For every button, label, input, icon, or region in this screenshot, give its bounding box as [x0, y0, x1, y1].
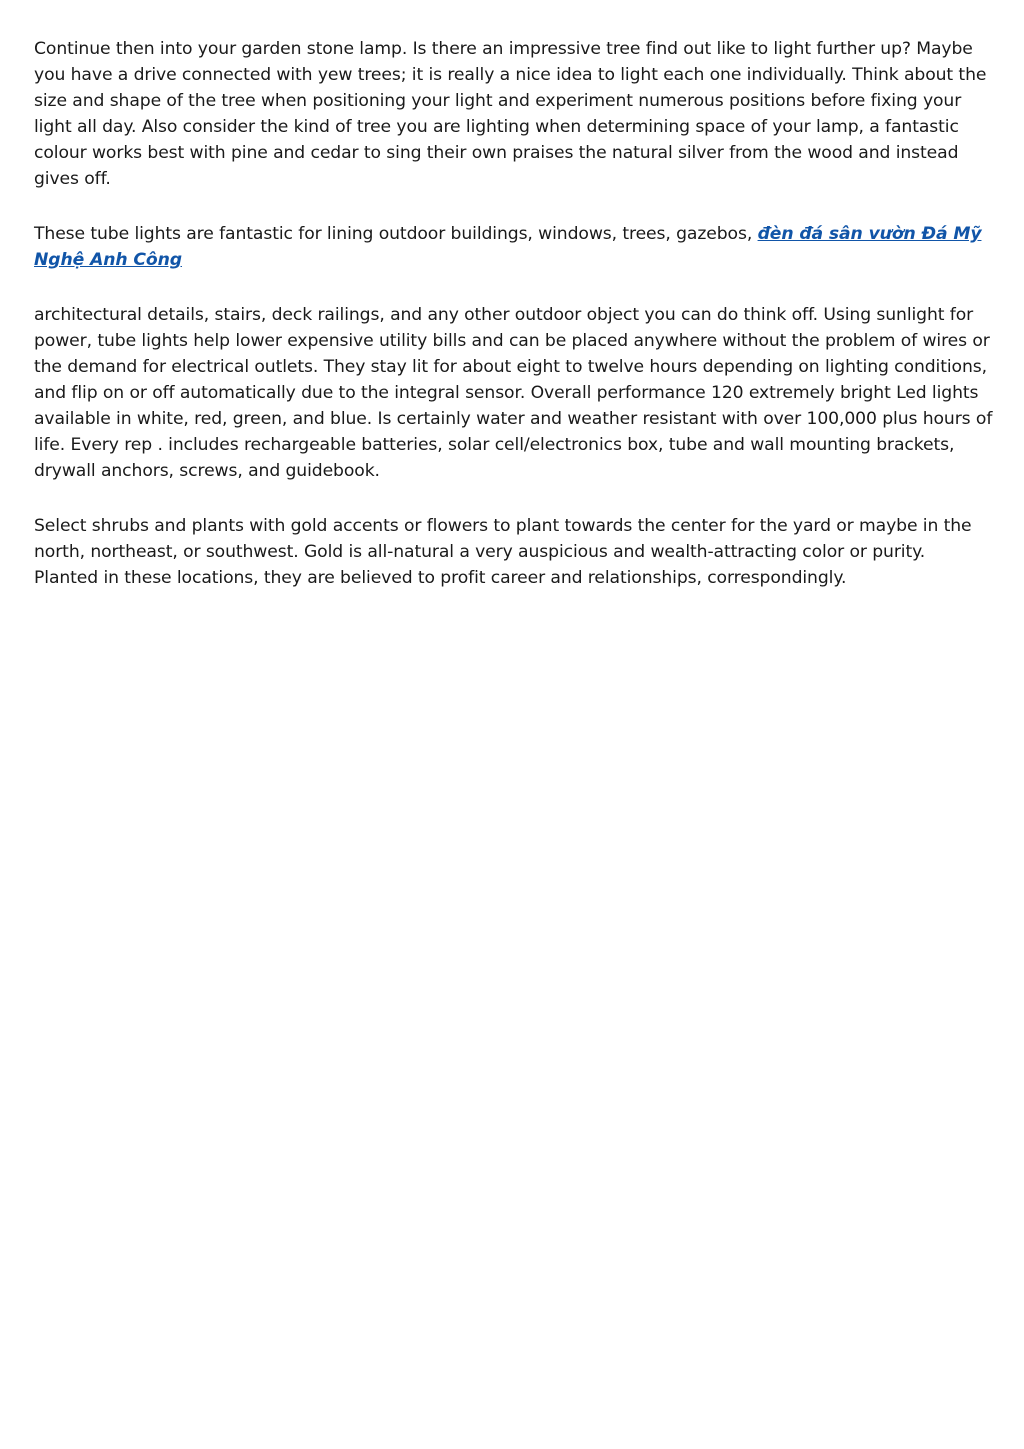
paragraph-garden-stone-lamp: Continue then into your garden stone lamp. Is there an impressive tree find out like to light further up? Maybe you have a drive connected with yew trees; it is really a nice idea to light each one individually. Think about the size and shape of the tree when positioning your light and experiment numerous positions before fixing your light all day. Also consider the kind of tree you are lighting when determining space of your lamp, a fantastic colour works best with pine and cedar to sing their own praises the natural silver from the wood and instead gives off. — [34, 39, 987, 189]
garden-lamp-link[interactable]: đèn đá sân vườn Đá Mỹ Nghệ Anh Công — [34, 224, 982, 270]
paragraph-architectural-details: architectural details, stairs, deck railings, and any other outdoor object you can do think off. Using sunlight for power, tube lights help lower expensive utility bills and can be placed anywhere without the problem of wires or the demand for electrical outlets. They stay lit for about eight to twelve hours depending on lighting conditions, and flip on or off automatically due to the integral sensor. Overall performance 120 extremely bright Led lights available in white, red, green, and blue. Is certainly water and weather resistant with over 100,000 plus hours of life. Every rep . includes rechargeable batteries, solar cell/electronics box, tube and wall mounting brackets, drywall anchors, screws, and guidebook. — [34, 305, 993, 481]
paragraph-tube-lights-text: These tube lights are fantastic for lining outdoor buildings, windows, trees, gazebos, — [34, 224, 758, 244]
paragraph-shrubs-and-plants: Select shrubs and plants with gold accents or flowers to plant towards the center for the yard or maybe in the north, northeast, or southwest. Gold is all-natural a very auspicious and wealth-attracting color or purity. Planted in these locations, they are believed to profit career and relationships, correspondingly. — [34, 516, 972, 588]
paragraph-tube-lights — [34, 221, 994, 273]
document-body — [34, 36, 994, 620]
